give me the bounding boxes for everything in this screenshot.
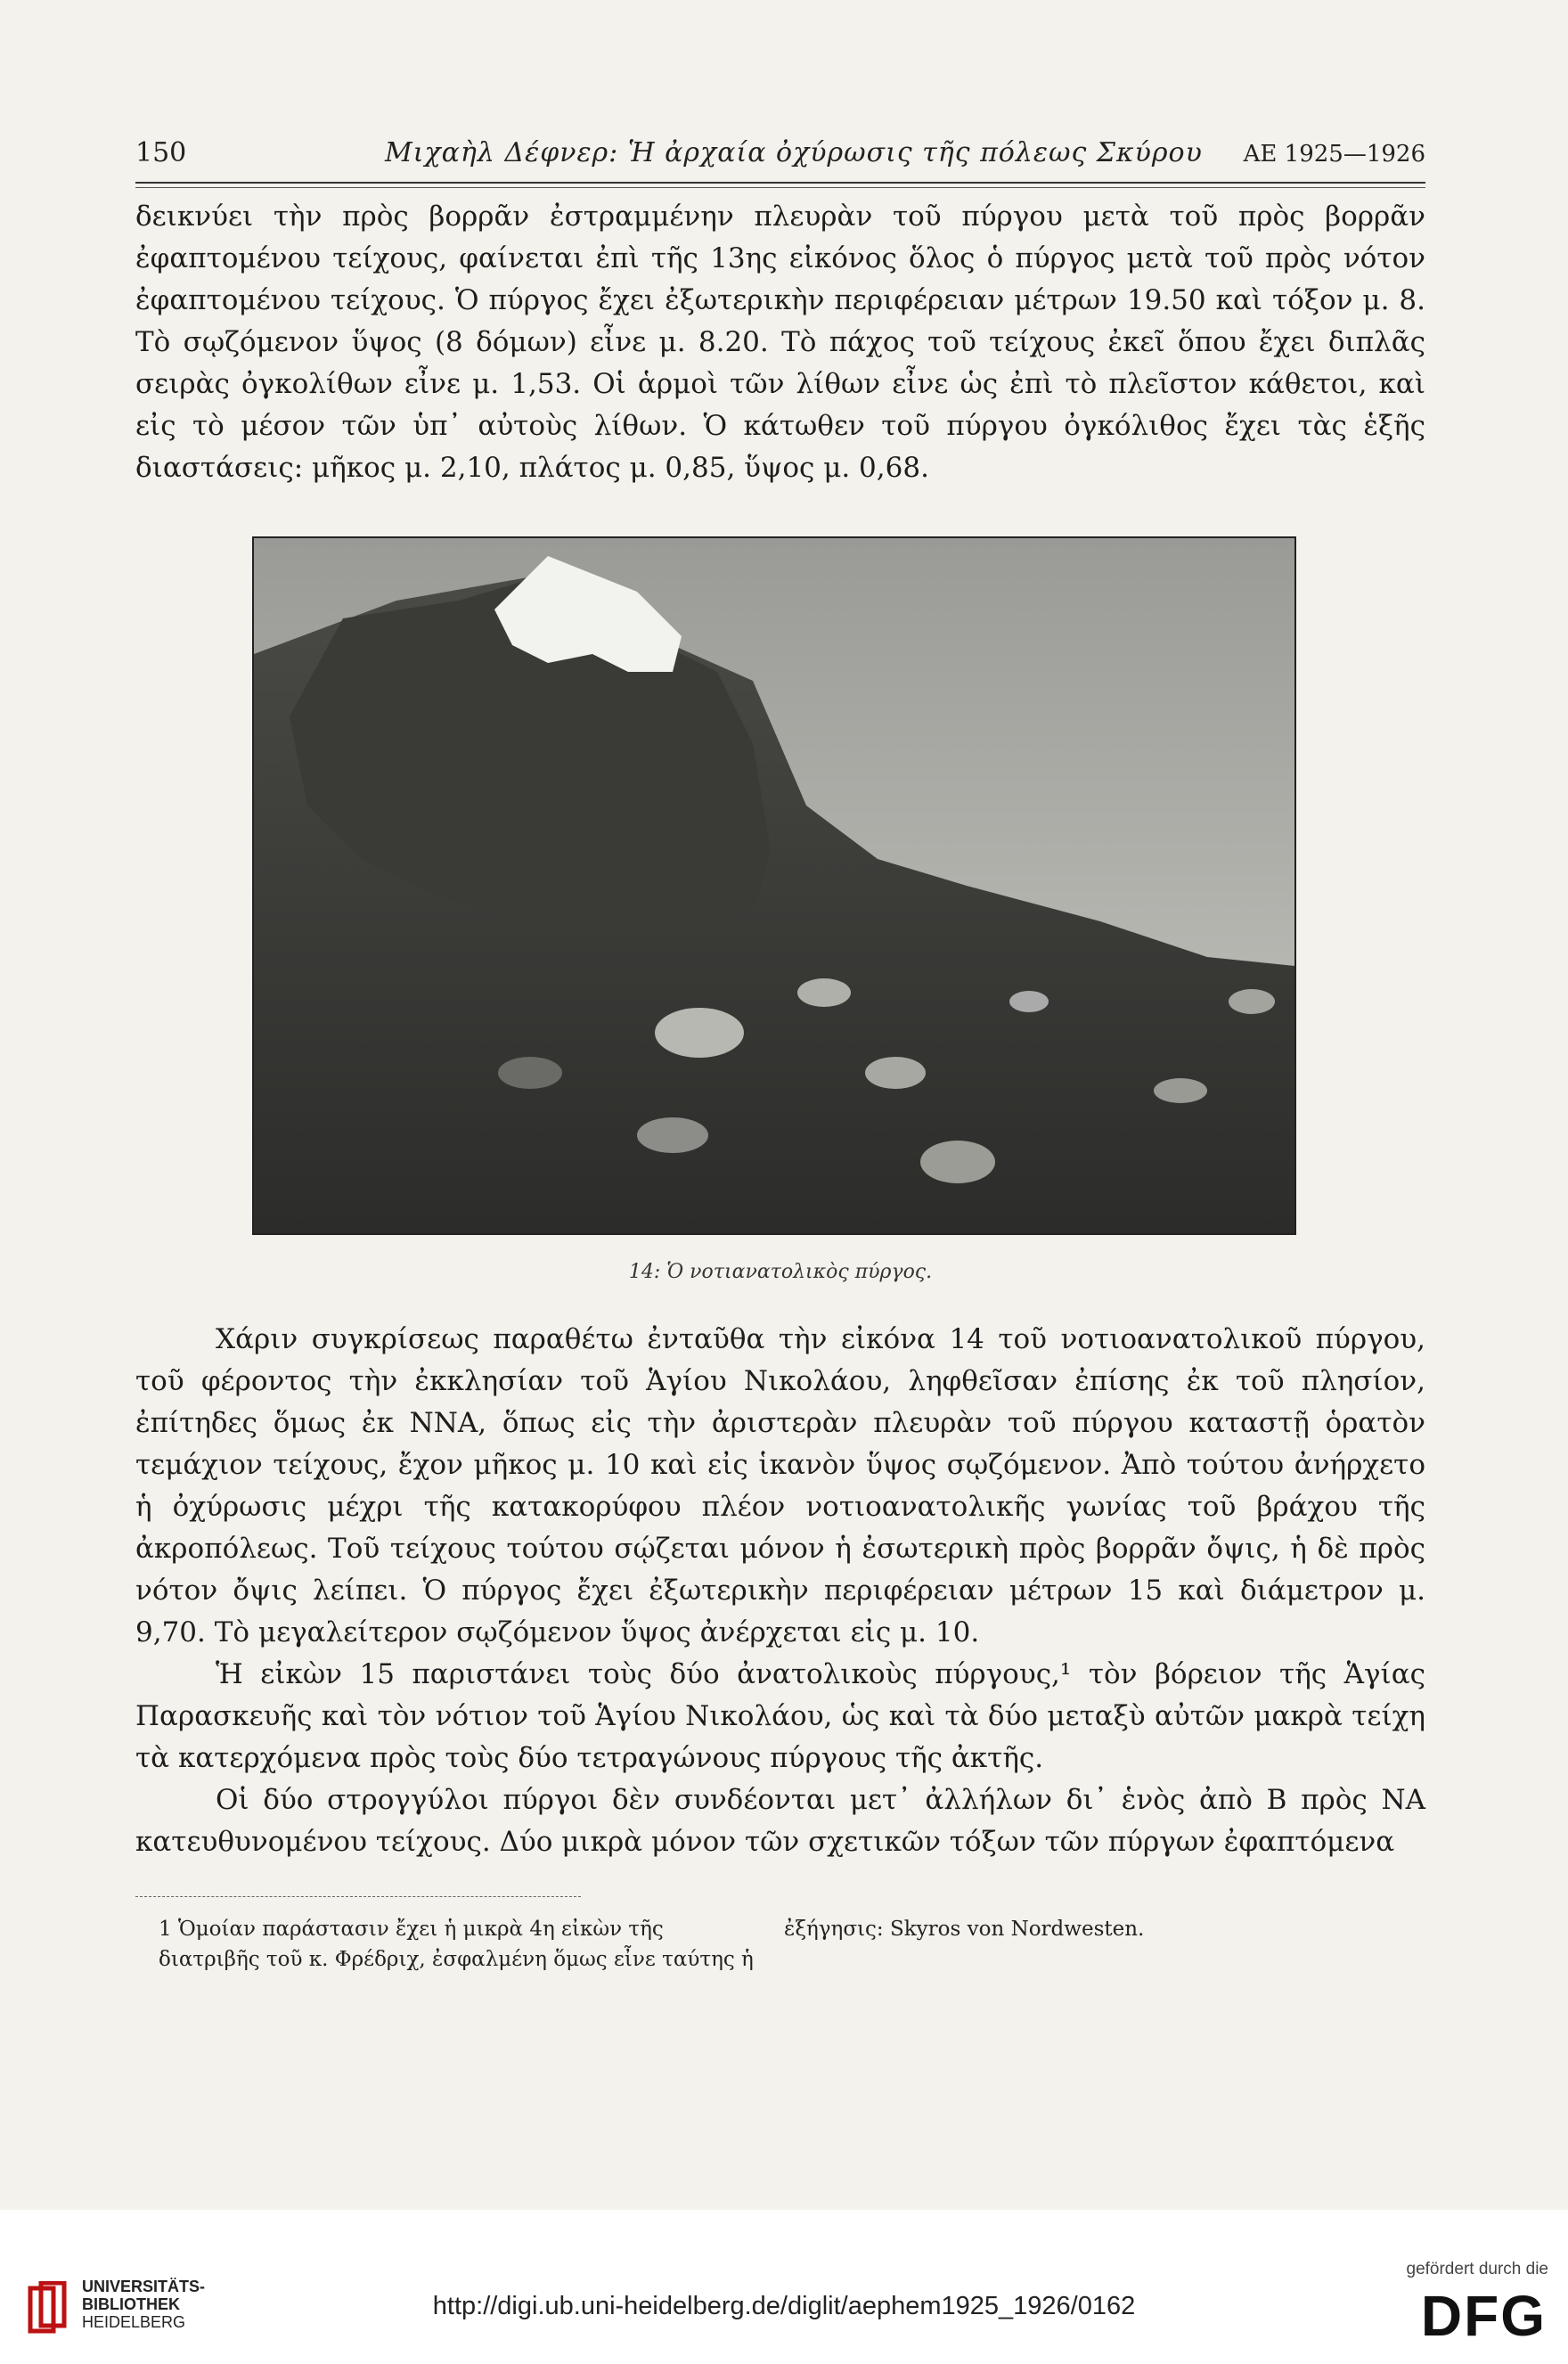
figure-caption: 14: Ὁ νοτιανατολικὸς πύργος. — [628, 1261, 933, 1283]
footnote-rule — [135, 1896, 581, 1897]
footer-bar — [0, 2210, 1568, 2364]
header-rule-thin — [135, 187, 1425, 188]
figure-photo — [252, 536, 1296, 1235]
paragraph-top: δεικνύει τὴν πρὸς βορρᾶν ἐστραμμένην πλευρὰν τοῦ πύργου μετὰ τοῦ πρὸς βορρᾶν ἐφαπτομένου τείχους, φαίνεται ἐπὶ τῆς 13ης εἰκόνος ὅλος ὁ πύργος μετὰ τοῦ πρὸς νότον ἐφαπτομένου τείχους. Ὁ πύργος ἔχει ἐξωτερικὴν περιφέρειαν μέτρων 19.50 καὶ τόξον μ. 8. Τὸ σῳζόμενον ὕψος (8 δόμων) εἶνε μ. 8.20. Τὸ πάχος τοῦ τείχους ἐκεῖ ὅπου ἔχει διπλᾶς σειρὰς ὀγκολίθων εἶνε μ. 1,53. Οἱ ἁρμοὶ τῶν λίθων εἶνε ὡς ἐπὶ τὸ πλεῖστον κάθετοι, καὶ εἰς τὸ μέσον τῶν ὑπ᾿ αὐτοὺς λίθων. Ὁ κάτωθεν τοῦ πύργου ὀγκόλιθος ἔχει τὰς ἑξῆς διαστάσεις: μῆκος μ. 2,10, πλάτος μ. 0,85, ὕψος μ. 0,68. — [135, 200, 1425, 484]
tower-photo-illustration — [254, 538, 1294, 1233]
paragraph: Ἡ εἰκὼν 15 παριστάνει τοὺς δύο ἀνατολικοὺς πύργους,¹ τὸν βόρειον τῆς Ἁγίας Παρασκευῆς καὶ τὸν νότιον τοῦ Ἁγίου Νικολάου, ὡς καὶ τὰ δύο μεταξὺ αὐτῶν μακρὰ τείχη τὰ κατερχόμενα πρὸς τοὺς δύο τετραγώνους πύργους τῆς ἀκτῆς. — [135, 1658, 1425, 1774]
paragraph: Χάριν συγκρίσεως παραθέτω ἐνταῦθα τὴν εἰκόνα 14 τοῦ νοτιοανατολικοῦ πύργου, τοῦ φέροντος τὴν ἐκκλησίαν τοῦ Ἁγίου Νικολάου, ληφθεῖσαν ἐπίσης ἐκ τοῦ πλησίον, ἐπίτηδες ὅμως ἐκ ΝΝΑ, ὅπως εἰς τὴν ἀριστερὰν πλευρὰν τοῦ πύργου καταστῇ ὁρατὸν τεμάχιον τείχους, ἔχον μῆκος μ. 10 καὶ εἰς ἱκανὸν ὕψος σῳζόμενον. Ἀπὸ τούτου ἀνήρχετο ἡ ὀχύρωσις μέχρι τῆς κατακορύφου πλέον νοτιοανατολικῆς γωνίας τοῦ βράχου τῆς ἀκροπόλεως. Τοῦ τείχους τούτου σῴζεται μόνον ἡ ἐσωτερικὴ πρὸς βορρᾶν ὄψις, ἡ δὲ πρὸς νότον ὄψις λείπει. Ὁ πύργος ἔχει ἐξωτερικὴν περιφέρειαν μέτρων 15 καὶ διάμετρον μ. 9,70. Τὸ μεγαλείτερον σῳζόμενον ὕψος ἀνέρχεται εἰς μ. 10. — [135, 1323, 1425, 1648]
running-title: Μιχαὴλ Δέφνερ: Ἡ ἀρχαία ὀχύρωσις τῆς πόλεως Σκύρου — [385, 137, 1203, 168]
dfg-logo: DFG — [1420, 2284, 1547, 2348]
library-name: UNIVERSITÄTS- BIBLIOTHEK HEIDELBERG — [82, 2278, 206, 2331]
page-number: 150 — [135, 137, 187, 168]
running-header — [135, 137, 1425, 176]
header-rule — [135, 182, 1425, 184]
source-url-link[interactable]: http://digi.ub.uni-heidelberg.de/diglit/aephem1925_1926/0162 — [432, 2292, 1136, 2320]
paragraph: Οἱ δύο στρογγύλοι πύργοι δὲν συνδέονται μετ᾿ ἀλλήλων δι᾿ ἑνὸς ἀπὸ Β πρὸς ΝΑ κατευθυνομένου τείχους. Δύο μικρὰ μόνον τῶν σχετικῶν τόξων τῶν πύργων ἐφαπτόμενα — [135, 1784, 1425, 1858]
footnote-left: 1 Ὁμοίαν παράστασιν ἔχει ἡ μικρὰ 4η εἰκὼν τῆς διατριβῆς τοῦ κ. Φρέδριχ, ἐσφαλμένη ὅμως εἶνε ταύτης ἡ — [159, 1918, 754, 1971]
footnote-right: ἐξήγησις: Skyros von Nordwesten. — [784, 1918, 1145, 1941]
journal-reference: ΑΕ 1925—1926 — [1243, 141, 1425, 168]
funding-note: gefördert durch die — [1406, 2260, 1548, 2278]
main-text — [135, 1319, 1425, 1863]
